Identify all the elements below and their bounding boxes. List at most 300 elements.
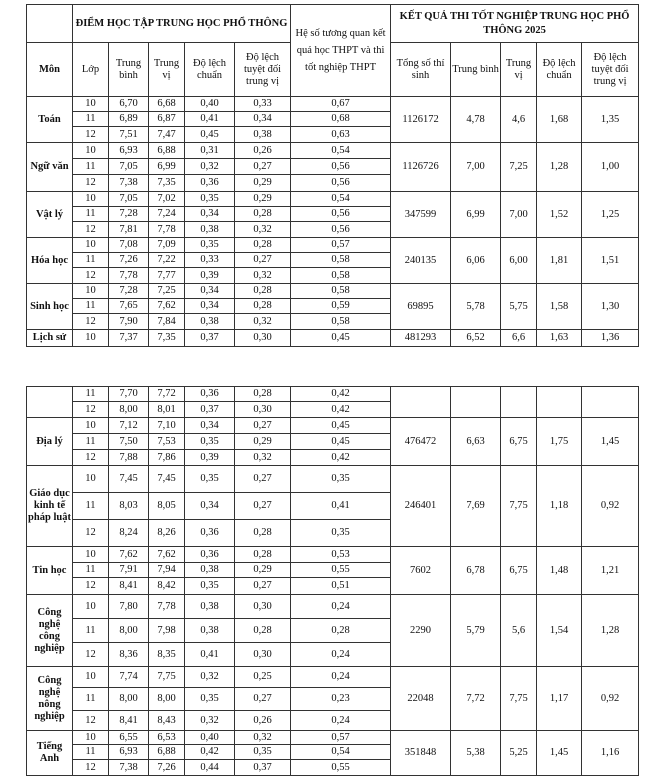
results-table-part-1	[26, 4, 639, 347]
cell-trung-binh: 7,81	[109, 222, 149, 238]
header-trung-binh-thi: Trung bình	[451, 43, 501, 97]
cell-lop: 10	[73, 595, 109, 619]
exam-trung-vi: 7,75	[501, 466, 537, 547]
cell-trung-vi: 7,86	[149, 450, 185, 466]
cell-do-lech-chuan: 0,39	[185, 268, 235, 284]
cell-do-lech-chuan: 0,38	[185, 619, 235, 643]
cell-trung-vi: 7,62	[149, 299, 185, 314]
cell-trung-binh: 7,62	[109, 547, 149, 563]
exam-tong-so-thi-sinh: 351848	[391, 731, 451, 776]
cell-trung-vi: 8,05	[149, 493, 185, 520]
exam-do-lech-chuan: 1,68	[537, 97, 582, 143]
cell-do-lech-tuyet-doi: 0,30	[235, 330, 291, 347]
cell-lop: 12	[73, 760, 109, 776]
header-trung-binh: Trung bình	[109, 43, 149, 97]
cell-trung-binh: 8,00	[109, 619, 149, 643]
exam-tong-so-thi-sinh: 1126726	[391, 143, 451, 192]
cell-do-lech-chuan: 0,39	[185, 450, 235, 466]
cell-do-lech-tuyet-doi: 0,28	[235, 520, 291, 547]
cell-he-so-tuong-quan: 0,24	[291, 595, 391, 619]
cell-lop: 10	[73, 192, 109, 207]
cell-trung-binh: 7,78	[109, 268, 149, 284]
exam-trung-binh: 6,52	[451, 330, 501, 347]
cell-lop: 10	[73, 547, 109, 563]
cell-do-lech-chuan: 0,41	[185, 643, 235, 667]
cell-he-so-tuong-quan: 0,63	[291, 127, 391, 143]
cell-do-lech-tuyet-doi: 0,29	[235, 563, 291, 578]
cell-trung-vi: 7,78	[149, 595, 185, 619]
exam-trung-vi: 7,75	[501, 667, 537, 731]
cell-trung-binh: 7,74	[109, 667, 149, 688]
cell-trung-binh: 8,03	[109, 493, 149, 520]
exam-do-lech-chuan: 1,18	[537, 466, 582, 547]
cell-trung-vi: 6,88	[149, 745, 185, 760]
cell-trung-vi: 8,35	[149, 643, 185, 667]
exam-tong-so-thi-sinh: 7602	[391, 547, 451, 595]
cell-do-lech-chuan: 0,34	[185, 207, 235, 222]
cell-lop: 11	[73, 207, 109, 222]
cell-he-so-tuong-quan: 0,58	[291, 284, 391, 299]
exam-do-lech-chuan: 1,48	[537, 547, 582, 595]
cell-do-lech-chuan: 0,36	[185, 547, 235, 563]
cell-do-lech-tuyet-doi: 0,32	[235, 268, 291, 284]
exam-trung-binh: 6,99	[451, 192, 501, 238]
cell-he-so-tuong-quan: 0,56	[291, 207, 391, 222]
cell-lop: 12	[73, 402, 109, 418]
cell-trung-binh: 7,88	[109, 450, 149, 466]
exam-do-lech-chuan	[537, 387, 582, 418]
cell-trung-binh: 8,36	[109, 643, 149, 667]
cell-trung-binh: 6,93	[109, 745, 149, 760]
cell-trung-vi: 7,02	[149, 192, 185, 207]
cell-trung-binh: 6,55	[109, 731, 149, 745]
cell-trung-binh: 6,93	[109, 143, 149, 159]
cell-he-so-tuong-quan: 0,54	[291, 745, 391, 760]
cell-do-lech-tuyet-doi: 0,28	[235, 238, 291, 253]
exam-do-lech-chuan: 1,81	[537, 238, 582, 284]
cell-trung-vi: 6,88	[149, 143, 185, 159]
cell-lop: 10	[73, 143, 109, 159]
exam-do-lech-chuan: 1,75	[537, 418, 582, 466]
cell-lop: 12	[73, 222, 109, 238]
cell-trung-binh: 7,28	[109, 284, 149, 299]
table-row	[27, 418, 639, 434]
cell-trung-vi: 7,35	[149, 175, 185, 192]
cell-do-lech-tuyet-doi: 0,27	[235, 466, 291, 493]
header-group-ket-qua-thi: KẾT QUẢ THI TỐT NGHIỆP TRUNG HỌC PHỔ THÔNG 2025	[391, 5, 639, 43]
cell-trung-vi: 7,47	[149, 127, 185, 143]
subject-cong-nghe-nong-nghiep: Công nghệ nông nghiệp	[27, 667, 73, 731]
cell-trung-vi: 6,53	[149, 731, 185, 745]
cell-he-so-tuong-quan: 0,35	[291, 520, 391, 547]
exam-trung-vi	[501, 387, 537, 418]
exam-tong-so-thi-sinh: 246401	[391, 466, 451, 547]
cell-do-lech-chuan: 0,36	[185, 520, 235, 547]
exam-do-lech-tuyet-doi: 1,00	[582, 143, 639, 192]
cell-trung-binh: 6,89	[109, 112, 149, 127]
cell-do-lech-chuan: 0,42	[185, 745, 235, 760]
cell-trung-binh: 7,51	[109, 127, 149, 143]
cell-do-lech-chuan: 0,37	[185, 402, 235, 418]
header-correlation: Hệ số tương quan kết quả học THPT và thi tốt nghiệp THPT	[291, 5, 391, 97]
cell-lop: 12	[73, 268, 109, 284]
exam-do-lech-chuan: 1,17	[537, 667, 582, 731]
exam-do-lech-chuan: 1,28	[537, 143, 582, 192]
cell-lop: 10	[73, 330, 109, 347]
cell-he-so-tuong-quan: 0,24	[291, 667, 391, 688]
cell-he-so-tuong-quan: 0,57	[291, 238, 391, 253]
cell-trung-vi: 8,43	[149, 711, 185, 731]
exam-do-lech-chuan: 1,58	[537, 284, 582, 330]
cell-lop: 12	[73, 127, 109, 143]
exam-tong-so-thi-sinh: 476472	[391, 418, 451, 466]
cell-do-lech-tuyet-doi: 0,28	[235, 299, 291, 314]
cell-trung-vi: 8,00	[149, 688, 185, 711]
cell-lop: 11	[73, 159, 109, 175]
exam-tong-so-thi-sinh	[391, 387, 451, 418]
cell-do-lech-tuyet-doi: 0,34	[235, 112, 291, 127]
cell-lop: 11	[73, 493, 109, 520]
subject-tin-hoc: Tin học	[27, 547, 73, 595]
cell-trung-vi: 6,99	[149, 159, 185, 175]
cell-lop: 11	[73, 299, 109, 314]
exam-do-lech-tuyet-doi: 0,92	[582, 667, 639, 731]
cell-he-so-tuong-quan: 0,42	[291, 387, 391, 402]
cell-lop: 11	[73, 688, 109, 711]
exam-do-lech-tuyet-doi	[582, 387, 639, 418]
subject-giao-duc-kinh-te-phap-luat: Giáo dục kinh tế pháp luật	[27, 466, 73, 547]
exam-tong-so-thi-sinh: 2290	[391, 595, 451, 667]
exam-do-lech-tuyet-doi: 1,21	[582, 547, 639, 595]
exam-do-lech-tuyet-doi: 1,28	[582, 595, 639, 667]
cell-trung-vi: 8,42	[149, 578, 185, 595]
exam-trung-vi: 5,25	[501, 731, 537, 776]
cell-lop: 10	[73, 238, 109, 253]
cell-trung-binh: 7,70	[109, 387, 149, 402]
cell-do-lech-tuyet-doi: 0,27	[235, 493, 291, 520]
cell-do-lech-chuan: 0,34	[185, 299, 235, 314]
cell-do-lech-tuyet-doi: 0,30	[235, 595, 291, 619]
cell-do-lech-chuan: 0,34	[185, 418, 235, 434]
header-lop: Lớp	[73, 43, 109, 97]
cell-he-so-tuong-quan: 0,24	[291, 643, 391, 667]
cell-do-lech-tuyet-doi: 0,25	[235, 667, 291, 688]
exam-trung-binh: 4,78	[451, 97, 501, 143]
cell-he-so-tuong-quan: 0,54	[291, 192, 391, 207]
cell-trung-binh: 8,41	[109, 578, 149, 595]
header-mon: Môn	[27, 43, 73, 97]
cell-do-lech-chuan: 0,44	[185, 760, 235, 776]
cell-trung-vi: 8,01	[149, 402, 185, 418]
cell-he-so-tuong-quan: 0,23	[291, 688, 391, 711]
cell-trung-binh: 8,24	[109, 520, 149, 547]
cell-do-lech-chuan: 0,45	[185, 127, 235, 143]
cell-do-lech-chuan: 0,38	[185, 314, 235, 330]
cell-do-lech-tuyet-doi: 0,32	[235, 314, 291, 330]
cell-trung-vi: 7,25	[149, 284, 185, 299]
cell-trung-binh: 7,45	[109, 466, 149, 493]
cell-do-lech-chuan: 0,35	[185, 192, 235, 207]
cell-trung-vi: 7,22	[149, 253, 185, 268]
cell-trung-vi: 7,26	[149, 760, 185, 776]
cell-do-lech-tuyet-doi: 0,32	[235, 222, 291, 238]
exam-trung-vi: 7,25	[501, 143, 537, 192]
exam-trung-binh: 7,69	[451, 466, 501, 547]
cell-he-so-tuong-quan: 0,56	[291, 159, 391, 175]
cell-trung-vi: 7,77	[149, 268, 185, 284]
cell-trung-binh: 8,41	[109, 711, 149, 731]
exam-do-lech-tuyet-doi: 1,30	[582, 284, 639, 330]
cell-trung-vi: 7,45	[149, 466, 185, 493]
cell-do-lech-tuyet-doi: 0,27	[235, 688, 291, 711]
cell-do-lech-chuan: 0,41	[185, 112, 235, 127]
exam-trung-binh: 5,79	[451, 595, 501, 667]
cell-do-lech-chuan: 0,31	[185, 143, 235, 159]
exam-trung-vi: 4,6	[501, 97, 537, 143]
cell-lop: 12	[73, 643, 109, 667]
exam-trung-vi: 7,00	[501, 192, 537, 238]
cell-do-lech-tuyet-doi: 0,27	[235, 578, 291, 595]
cell-do-lech-tuyet-doi: 0,33	[235, 97, 291, 112]
cell-lop: 11	[73, 387, 109, 402]
cell-lop: 10	[73, 667, 109, 688]
cell-do-lech-tuyet-doi: 0,28	[235, 387, 291, 402]
cell-he-so-tuong-quan: 0,57	[291, 731, 391, 745]
cell-trung-binh: 7,26	[109, 253, 149, 268]
exam-do-lech-chuan: 1,52	[537, 192, 582, 238]
cell-he-so-tuong-quan: 0,58	[291, 253, 391, 268]
header-do-lech-tuyet-doi-thi: Độ lệch tuyệt đối trung vị	[582, 43, 639, 97]
subject-tieng-anh: Tiếng Anh	[27, 731, 73, 776]
exam-trung-vi: 6,00	[501, 238, 537, 284]
cell-do-lech-tuyet-doi: 0,27	[235, 418, 291, 434]
cell-trung-vi: 7,35	[149, 330, 185, 347]
cell-trung-binh: 7,38	[109, 175, 149, 192]
cell-do-lech-chuan: 0,35	[185, 578, 235, 595]
cell-do-lech-chuan: 0,32	[185, 159, 235, 175]
exam-tong-so-thi-sinh: 1126172	[391, 97, 451, 143]
cell-trung-binh: 6,70	[109, 97, 149, 112]
cell-he-so-tuong-quan: 0,54	[291, 143, 391, 159]
exam-do-lech-tuyet-doi: 0,92	[582, 466, 639, 547]
cell-trung-vi: 7,62	[149, 547, 185, 563]
cell-do-lech-chuan: 0,32	[185, 667, 235, 688]
cell-lop: 11	[73, 112, 109, 127]
cell-do-lech-chuan: 0,40	[185, 731, 235, 745]
header-do-lech-chuan: Độ lệch chuẩn	[185, 43, 235, 97]
cell-trung-vi: 7,98	[149, 619, 185, 643]
exam-trung-binh: 7,72	[451, 667, 501, 731]
cell-he-so-tuong-quan: 0,35	[291, 466, 391, 493]
cell-do-lech-tuyet-doi: 0,27	[235, 159, 291, 175]
subject-ngu-van: Ngữ văn	[27, 143, 73, 192]
exam-do-lech-tuyet-doi: 1,45	[582, 418, 639, 466]
cell-he-so-tuong-quan: 0,58	[291, 314, 391, 330]
cell-lop: 12	[73, 711, 109, 731]
cell-do-lech-chuan: 0,35	[185, 434, 235, 450]
table-row	[27, 547, 639, 563]
exam-trung-binh: 6,63	[451, 418, 501, 466]
table-row	[27, 330, 639, 347]
cell-he-so-tuong-quan: 0,45	[291, 418, 391, 434]
cell-he-so-tuong-quan: 0,51	[291, 578, 391, 595]
cell-lop: 11	[73, 745, 109, 760]
cell-trung-binh: 7,08	[109, 238, 149, 253]
exam-trung-binh: 6,78	[451, 547, 501, 595]
cell-do-lech-chuan: 0,35	[185, 466, 235, 493]
exam-trung-binh	[451, 387, 501, 418]
cell-trung-vi: 7,24	[149, 207, 185, 222]
header-blank	[27, 5, 73, 43]
exam-trung-binh: 6,06	[451, 238, 501, 284]
cell-he-so-tuong-quan: 0,41	[291, 493, 391, 520]
table-row	[27, 143, 639, 159]
table-row	[27, 238, 639, 253]
table-row	[27, 192, 639, 207]
cell-lop: 11	[73, 563, 109, 578]
cell-he-so-tuong-quan: 0,55	[291, 760, 391, 776]
cell-do-lech-tuyet-doi: 0,30	[235, 643, 291, 667]
table-row	[27, 667, 639, 688]
table-row	[27, 284, 639, 299]
cell-trung-binh: 8,00	[109, 402, 149, 418]
exam-do-lech-tuyet-doi: 1,35	[582, 97, 639, 143]
cell-do-lech-tuyet-doi: 0,35	[235, 745, 291, 760]
exam-trung-vi: 5,6	[501, 595, 537, 667]
cell-trung-binh: 7,50	[109, 434, 149, 450]
cell-do-lech-tuyet-doi: 0,32	[235, 450, 291, 466]
cell-trung-binh: 7,80	[109, 595, 149, 619]
header-do-lech-chuan-thi: Độ lệch chuẩn	[537, 43, 582, 97]
cell-lop: 12	[73, 578, 109, 595]
table-row	[27, 387, 639, 402]
cell-trung-vi: 6,68	[149, 97, 185, 112]
cell-do-lech-chuan: 0,34	[185, 493, 235, 520]
exam-do-lech-chuan: 1,63	[537, 330, 582, 347]
cell-trung-vi: 7,94	[149, 563, 185, 578]
cell-trung-binh: 8,00	[109, 688, 149, 711]
cell-trung-binh: 7,28	[109, 207, 149, 222]
results-table-part-2	[26, 386, 639, 776]
cell-trung-binh: 7,05	[109, 192, 149, 207]
cell-trung-vi: 7,10	[149, 418, 185, 434]
subject-dia-ly: Địa lý	[27, 418, 73, 466]
cell-trung-vi: 7,84	[149, 314, 185, 330]
exam-trung-vi: 5,75	[501, 284, 537, 330]
cell-do-lech-tuyet-doi: 0,29	[235, 434, 291, 450]
cell-he-so-tuong-quan: 0,55	[291, 563, 391, 578]
subject-vat-ly: Vật lý	[27, 192, 73, 238]
cell-he-so-tuong-quan: 0,45	[291, 330, 391, 347]
exam-tong-so-thi-sinh: 22048	[391, 667, 451, 731]
cell-he-so-tuong-quan: 0,28	[291, 619, 391, 643]
header-trung-vi-thi: Trung vị	[501, 43, 537, 97]
cell-lop: 10	[73, 284, 109, 299]
cell-he-so-tuong-quan: 0,56	[291, 175, 391, 192]
subject-toan: Toán	[27, 97, 73, 143]
cell-do-lech-tuyet-doi: 0,28	[235, 619, 291, 643]
exam-do-lech-tuyet-doi: 1,36	[582, 330, 639, 347]
cell-trung-binh: 7,12	[109, 418, 149, 434]
cell-do-lech-chuan: 0,36	[185, 175, 235, 192]
header-tong-so-thi-sinh: Tổng số thí sinh	[391, 43, 451, 97]
table-row	[27, 731, 639, 745]
cell-he-so-tuong-quan: 0,45	[291, 434, 391, 450]
subject-continued	[27, 387, 73, 418]
cell-do-lech-chuan: 0,36	[185, 387, 235, 402]
cell-he-so-tuong-quan: 0,59	[291, 299, 391, 314]
cell-trung-vi: 7,72	[149, 387, 185, 402]
cell-do-lech-tuyet-doi: 0,28	[235, 207, 291, 222]
subject-hoa-hoc: Hóa học	[27, 238, 73, 284]
cell-he-so-tuong-quan: 0,68	[291, 112, 391, 127]
exam-tong-so-thi-sinh: 347599	[391, 192, 451, 238]
cell-lop: 12	[73, 314, 109, 330]
cell-lop: 11	[73, 434, 109, 450]
cell-he-so-tuong-quan: 0,42	[291, 402, 391, 418]
header-group-hoc-tap: ĐIỂM HỌC TẬP TRUNG HỌC PHỔ THÔNG	[73, 5, 291, 43]
exam-do-lech-tuyet-doi: 1,16	[582, 731, 639, 776]
table-row	[27, 466, 639, 493]
cell-do-lech-tuyet-doi: 0,26	[235, 711, 291, 731]
cell-do-lech-chuan: 0,38	[185, 563, 235, 578]
cell-do-lech-chuan: 0,38	[185, 222, 235, 238]
cell-do-lech-chuan: 0,33	[185, 253, 235, 268]
cell-do-lech-chuan: 0,37	[185, 330, 235, 347]
exam-trung-vi: 6,6	[501, 330, 537, 347]
cell-trung-vi: 7,53	[149, 434, 185, 450]
cell-trung-vi: 8,26	[149, 520, 185, 547]
table-row	[27, 595, 639, 619]
cell-lop: 10	[73, 466, 109, 493]
cell-do-lech-tuyet-doi: 0,26	[235, 143, 291, 159]
cell-lop: 12	[73, 450, 109, 466]
cell-do-lech-tuyet-doi: 0,38	[235, 127, 291, 143]
exam-do-lech-tuyet-doi: 1,51	[582, 238, 639, 284]
exam-tong-so-thi-sinh: 69895	[391, 284, 451, 330]
exam-do-lech-chuan: 1,54	[537, 595, 582, 667]
subject-lich-su: Lịch sử	[27, 330, 73, 347]
cell-trung-vi: 6,87	[149, 112, 185, 127]
cell-lop: 10	[73, 418, 109, 434]
cell-lop: 10	[73, 731, 109, 745]
cell-trung-binh: 7,05	[109, 159, 149, 175]
cell-do-lech-tuyet-doi: 0,37	[235, 760, 291, 776]
exam-trung-binh: 7,00	[451, 143, 501, 192]
cell-lop: 12	[73, 175, 109, 192]
exam-trung-binh: 5,78	[451, 284, 501, 330]
cell-do-lech-tuyet-doi: 0,27	[235, 253, 291, 268]
cell-do-lech-tuyet-doi: 0,28	[235, 547, 291, 563]
cell-do-lech-chuan: 0,34	[185, 284, 235, 299]
cell-do-lech-chuan: 0,40	[185, 97, 235, 112]
cell-trung-binh: 7,37	[109, 330, 149, 347]
cell-he-so-tuong-quan: 0,67	[291, 97, 391, 112]
cell-do-lech-chuan: 0,32	[185, 711, 235, 731]
cell-lop: 10	[73, 97, 109, 112]
cell-lop: 11	[73, 619, 109, 643]
cell-he-so-tuong-quan: 0,56	[291, 222, 391, 238]
exam-do-lech-chuan: 1,45	[537, 731, 582, 776]
exam-tong-so-thi-sinh: 481293	[391, 330, 451, 347]
cell-do-lech-tuyet-doi: 0,32	[235, 731, 291, 745]
cell-lop: 11	[73, 253, 109, 268]
cell-he-so-tuong-quan: 0,42	[291, 450, 391, 466]
cell-trung-binh: 7,91	[109, 563, 149, 578]
subject-sinh-hoc: Sinh học	[27, 284, 73, 330]
cell-do-lech-chuan: 0,35	[185, 238, 235, 253]
header-do-lech-tuyet-doi: Độ lệch tuyệt đối trung vị	[235, 43, 291, 97]
